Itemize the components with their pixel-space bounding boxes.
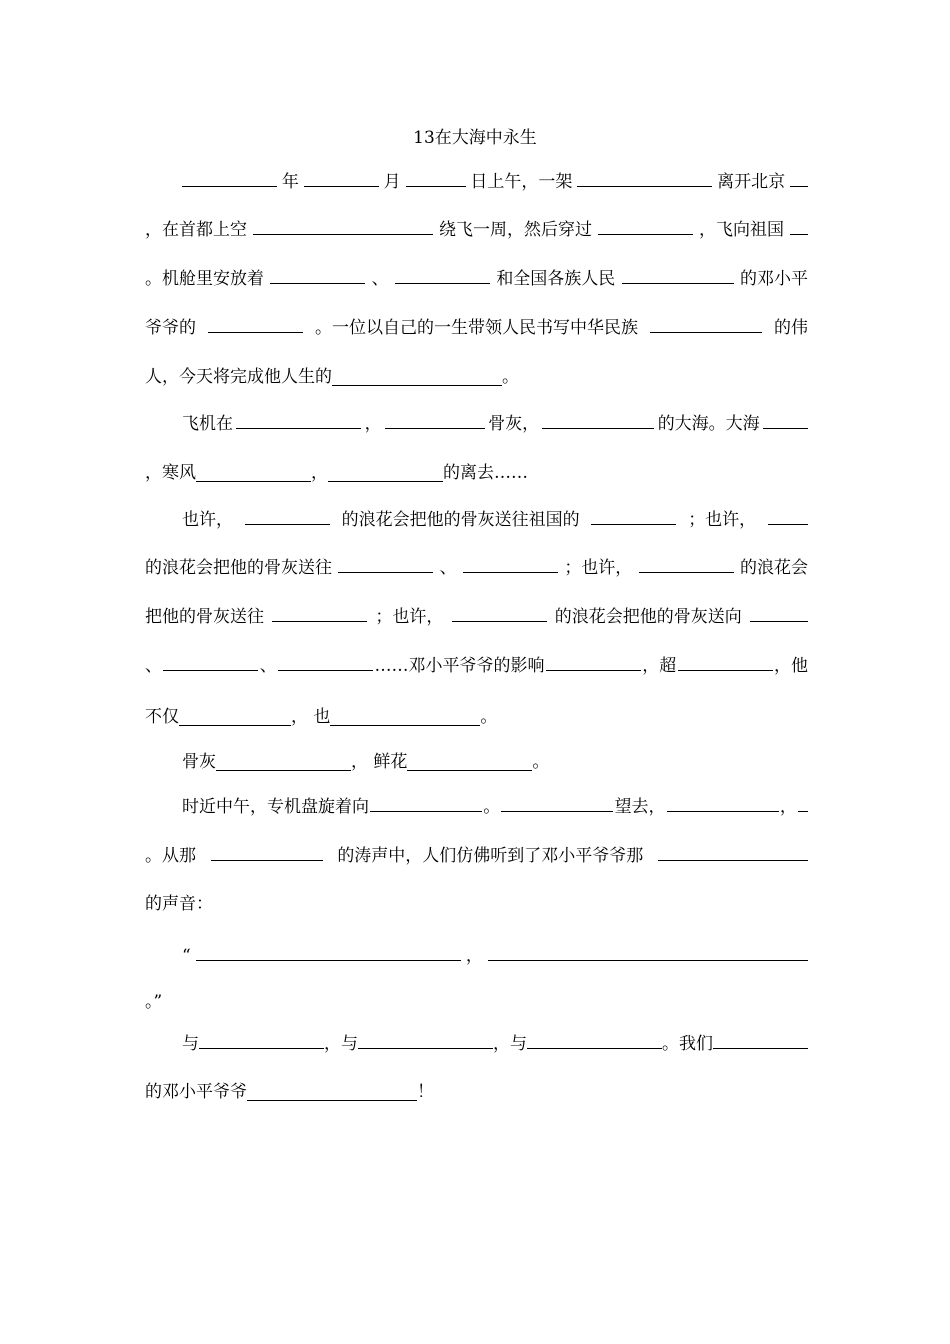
text-segment: ， 也: [291, 707, 331, 727]
fill-in-blank[interactable]: [527, 1028, 662, 1049]
fill-in-blank[interactable]: [216, 750, 351, 771]
text-segment: 时近中午，专机盘旋着向: [182, 797, 369, 817]
fill-in-blank[interactable]: [358, 1028, 493, 1049]
fill-in-blank[interactable]: [332, 365, 502, 386]
text-line: [145, 262, 808, 296]
fill-in-blank[interactable]: [452, 601, 547, 622]
text-segment: 的大海。大海: [657, 414, 760, 434]
text-line: [145, 360, 808, 394]
text-segment: 年: [281, 172, 299, 192]
fill-in-blank[interactable]: [667, 791, 779, 812]
text-segment: 的邓小平爷爷: [145, 1082, 247, 1102]
fill-in-blank[interactable]: [598, 214, 693, 235]
text-line: [145, 213, 808, 247]
text-segment: ，: [364, 414, 382, 434]
text-segment: 人，今天将完成他人生的: [145, 367, 332, 387]
text-segment: 、: [259, 656, 277, 676]
text-segment: 骨灰: [182, 752, 216, 772]
text-segment: 也许，: [182, 510, 233, 530]
fill-in-blank[interactable]: [546, 650, 641, 671]
text-segment: ，与: [493, 1034, 527, 1054]
text-segment: 的浪花会: [739, 558, 808, 578]
text-segment: 。从那: [145, 846, 196, 866]
fill-in-blank[interactable]: [658, 840, 808, 861]
text-segment: ，: [311, 463, 328, 483]
fill-in-blank[interactable]: [406, 166, 466, 187]
text-segment: ；也许，: [375, 607, 444, 627]
text-segment: 。”: [145, 992, 163, 1012]
fill-in-blank[interactable]: [798, 791, 808, 812]
text-line: [145, 887, 808, 921]
fill-in-blank[interactable]: [163, 650, 258, 671]
fill-in-blank[interactable]: [395, 263, 490, 284]
text-segment: 。: [532, 752, 550, 772]
text-line: [182, 1027, 808, 1061]
text-segment: 骨灰，: [488, 414, 540, 434]
text-line: [182, 165, 808, 199]
text-segment: 、: [439, 558, 457, 578]
text-segment: ……邓小平爷爷的影响: [374, 656, 545, 676]
text-line: [145, 456, 808, 490]
text-segment: 。我们: [662, 1034, 713, 1054]
fill-in-blank[interactable]: [278, 650, 373, 671]
fill-in-blank[interactable]: [330, 705, 480, 726]
fill-in-blank[interactable]: [750, 601, 808, 622]
text-segment: ，飞向祖国: [699, 220, 784, 240]
text-segment: 离开北京: [717, 172, 786, 192]
text-segment: 月: [383, 172, 401, 192]
text-segment: 的邓小平: [739, 269, 808, 289]
text-segment: 的涛声中，人们仿佛听到了邓小平爷爷那: [337, 846, 644, 866]
text-segment: 。: [480, 707, 498, 727]
fill-in-blank[interactable]: [179, 705, 291, 726]
fill-in-blank[interactable]: [211, 840, 323, 861]
text-line: [145, 551, 808, 585]
text-line: [145, 839, 808, 873]
text-segment: 。: [483, 797, 501, 817]
fill-in-blank[interactable]: [245, 504, 330, 525]
text-segment: 的声音：: [145, 894, 213, 914]
text-line: [145, 985, 808, 1019]
text-segment: 的浪花会把他的骨灰送往: [145, 558, 332, 578]
fill-in-blank[interactable]: [713, 1028, 808, 1049]
fill-in-blank[interactable]: [463, 552, 558, 573]
text-line: [145, 1075, 808, 1109]
text-segment: 、: [145, 656, 162, 676]
text-line: [182, 745, 808, 779]
text-segment: 不仅: [145, 707, 179, 727]
text-segment: 的离去……: [443, 463, 528, 483]
text-segment: 爷爷的: [145, 318, 196, 338]
fill-in-blank[interactable]: [270, 263, 365, 284]
text-segment: 的伟: [774, 318, 808, 338]
text-line: [182, 503, 808, 537]
text-segment: ，在首都上空: [145, 220, 247, 240]
fill-in-blank[interactable]: [328, 461, 443, 482]
text-segment: ；也许，: [564, 558, 633, 578]
text-line: [145, 700, 808, 734]
text-segment: 。机舱里安放着: [145, 269, 264, 289]
fill-in-blank[interactable]: [622, 263, 734, 284]
text-segment: ，与: [324, 1034, 358, 1054]
text-segment: 把他的骨灰送往: [145, 607, 264, 627]
fill-in-blank[interactable]: [768, 504, 808, 525]
fill-in-blank[interactable]: [272, 601, 367, 622]
text-segment: 。一位以自己的一生带领人民书写中华民族: [315, 318, 638, 338]
text-segment: ，他: [774, 656, 808, 676]
document-title: 13在大海中永生: [413, 128, 537, 148]
fill-in-blank[interactable]: [650, 312, 762, 333]
text-segment: 、: [371, 269, 389, 289]
fill-in-blank[interactable]: [253, 214, 433, 235]
text-line: [182, 939, 808, 973]
text-segment: 望去，: [614, 797, 666, 817]
text-line: [182, 790, 808, 824]
fill-in-blank[interactable]: [247, 1080, 417, 1101]
fill-in-blank[interactable]: [501, 791, 613, 812]
text-line: [145, 311, 808, 345]
text-segment: 和全国各族人民: [496, 269, 616, 289]
fill-in-blank[interactable]: [236, 408, 361, 429]
fill-in-blank[interactable]: [542, 408, 654, 429]
fill-in-blank[interactable]: [338, 552, 433, 573]
text-segment: ，超: [642, 656, 677, 676]
fill-in-blank[interactable]: [199, 1028, 324, 1049]
text-line: [145, 649, 808, 683]
text-segment: ，寒风: [145, 463, 196, 483]
text-segment: 。: [502, 367, 519, 387]
text-segment: ，: [779, 797, 797, 817]
text-segment: ；也许，: [688, 510, 757, 530]
fill-in-blank[interactable]: [370, 791, 482, 812]
fill-in-blank[interactable]: [678, 650, 773, 671]
fill-in-blank[interactable]: [488, 940, 808, 961]
fill-in-blank[interactable]: [182, 166, 277, 187]
fill-in-blank[interactable]: [196, 940, 461, 961]
text-segment: 绕飞一周，然后穿过: [439, 220, 592, 240]
text-line: [145, 600, 808, 634]
text-segment: “: [182, 946, 191, 966]
text-segment: 与: [182, 1034, 199, 1054]
text-segment: ， 鲜花: [351, 752, 408, 772]
fill-in-blank[interactable]: [577, 166, 712, 187]
fill-in-blank[interactable]: [407, 750, 532, 771]
fill-in-blank[interactable]: [591, 504, 676, 525]
fill-in-blank[interactable]: [639, 552, 734, 573]
fill-in-blank[interactable]: [790, 214, 808, 235]
fill-in-blank[interactable]: [790, 166, 808, 187]
text-line: [182, 407, 808, 441]
fill-in-blank[interactable]: [763, 408, 808, 429]
text-segment: 的浪花会把他的骨灰送向: [554, 607, 742, 627]
fill-in-blank[interactable]: [208, 312, 303, 333]
fill-in-blank[interactable]: [304, 166, 379, 187]
text-segment: 的浪花会把他的骨灰送往祖国的: [341, 510, 580, 530]
text-segment: ！: [417, 1082, 434, 1102]
text-segment: 飞机在: [182, 414, 233, 434]
fill-in-blank[interactable]: [196, 461, 311, 482]
fill-in-blank[interactable]: [385, 408, 485, 429]
text-segment: ，: [465, 946, 483, 966]
text-segment: 日上午，一架: [470, 172, 573, 192]
